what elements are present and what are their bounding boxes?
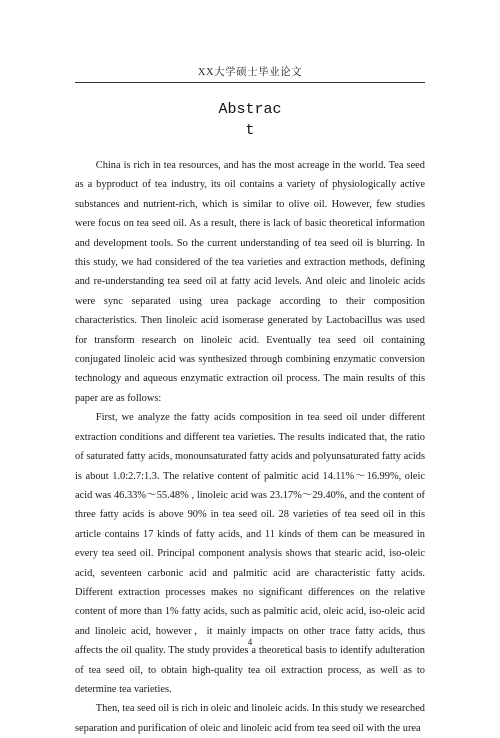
title-line-2: t: [245, 122, 255, 139]
title-line-1: Abstrac: [218, 101, 282, 118]
running-header: XX大学硕士毕业论文: [197, 67, 303, 78]
paragraph-2: First, we analyze the fatty acids composition in tea seed oil under different extraction conditions and different tea varieties. The results indicated that, the ratio of saturated fatty acids, monounsaturated fatty acids and polyunsaturated fatty acids is about 1.0:2.7:1.3. The relative content of palmitic acid 14.11%～16.99%, oleic acid was 46.33%～55.48% , linoleic acid was 23.17%～29.40%, and the content of three fatty acids is above 90% in tea seed oil. 28 varieties of tea seed oil in this article contains 17 kinds of fatty acids, and 11 kinds of them can be measured in every tea seed oil. Principal component analysis shows that stearic acid, iso-oleic acid, seventeen carbonic acid and palmitic acid are characteristic fatty acids. Different extraction processes makes no significant differences on the relative content of more than 1% fatty acids, such as palmitic acid, oleic acid, iso-oleic acid and linoleic acid, however，it mainly impacts on other trace fatty acids, thus affects the oil quality. The study provides a theoretical basis to identify adulteration of tea seed oil, to obtain high-quality tea oil extraction process, as well as to determine tea varieties.: [75, 412, 425, 695]
page-number: 4: [247, 637, 253, 647]
paragraph-1: China is rich in tea resources, and has the most acreage in the world. Tea seed as a byproduct of tea industry, its oil contains a variety of physiologically active substances and nutrient-rich, which is similar to olive oil. However, few studies were focus on tea seed oil. As a result, there is lack of basic theoretical information and development tools. So the current understanding of tea seed oil is blurring. In this study, we had considered of the tea varieties and extraction methods, defining and re-understanding tea seed oil at fatty acid levels. And oleic and linoleic acids were sync separated using urea package according to their composition characteristics. Then linoleic acid isomerase generated by Lactobacillus was used for transform research on linoleic acid. Eventually tea seed oil containing conjugated linoleic acid was synthesized through combining enzymatic conversion technology and aqueous enzymatic extraction oil process. The main results of this paper are as follows:: [75, 160, 425, 404]
paragraph-3: Then, tea seed oil is rich in oleic and linoleic acids. In this study we researched separation and purification of oleic and linoleic acid from tea seed oil with the urea: [75, 703, 425, 734]
header-rule: [75, 82, 425, 83]
page-title: [0, 99, 500, 141]
abstract-body: [75, 156, 425, 738]
